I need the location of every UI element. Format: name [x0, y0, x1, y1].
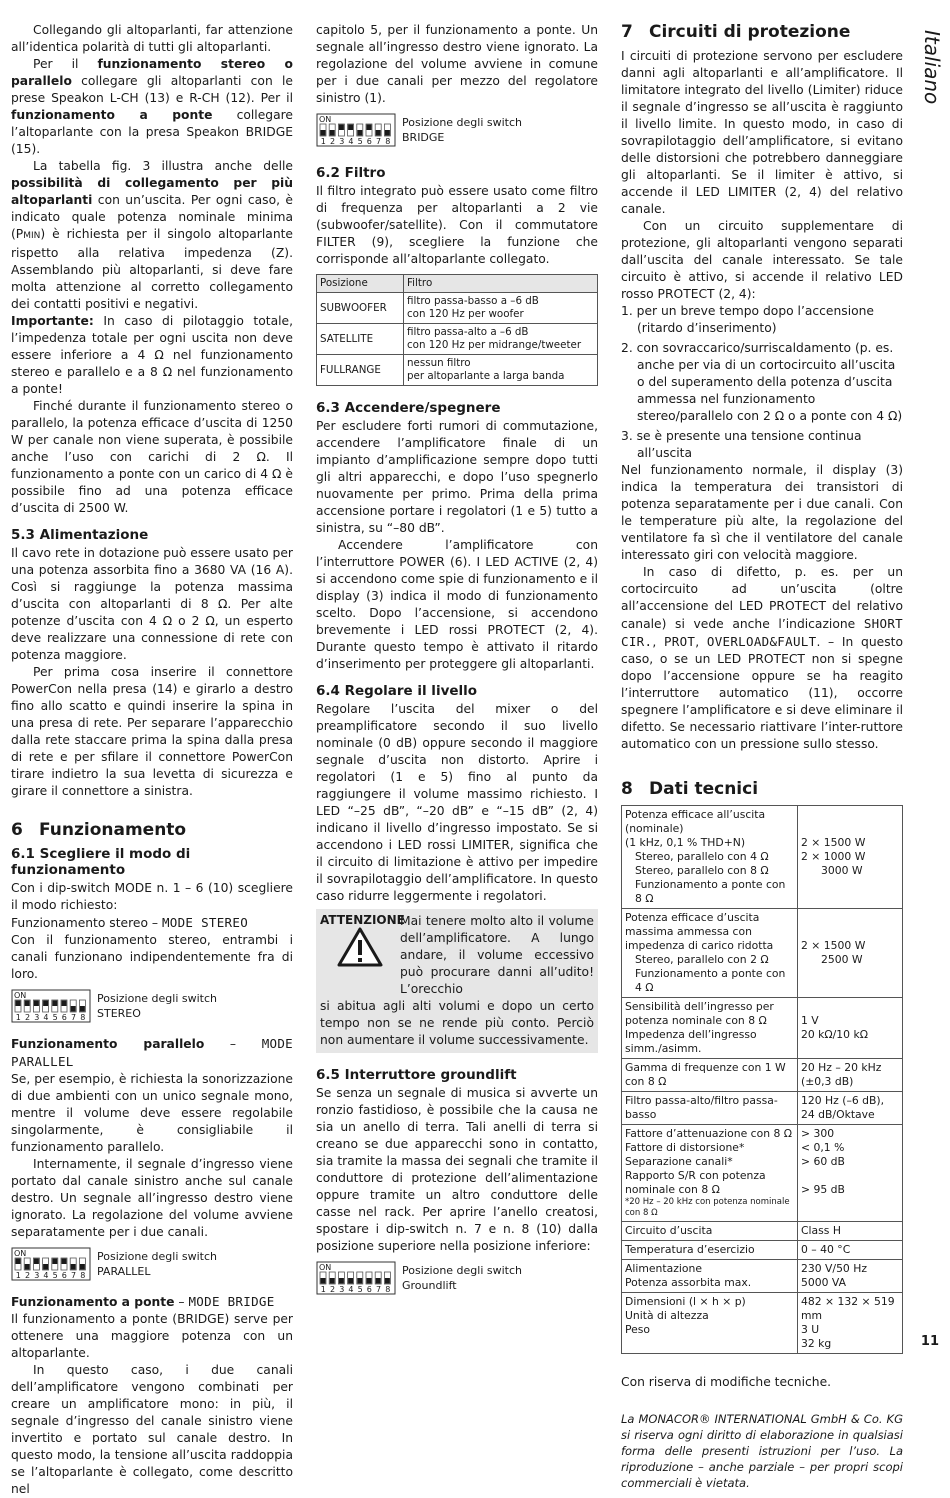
svg-text:8: 8 [385, 1285, 391, 1294]
paragraph: In questo caso, i due canali dell’amplificatore vengono combinati per creare un amplificatore mono: in più, il segnale d’ingresso del canale sinistro viene invertito e portato sul canale destro. In questo modo, la tensione all’uscita raddoppia se l’altoparlante è collegato, come descritto nel [11, 1363, 293, 1496]
svg-text:6: 6 [366, 137, 372, 146]
svg-text:6: 6 [61, 1013, 67, 1022]
dip-switch-icon [11, 989, 91, 1023]
svg-text:3: 3 [34, 1013, 40, 1022]
section-heading-6-2: 6.2 Filtro [316, 165, 386, 181]
svg-text:8: 8 [80, 1271, 86, 1280]
paragraph: Con il funzionamento stereo, entrambi i canali funzionano indipendentemente fra di loro. [11, 933, 293, 981]
warning-text-rest: si abitua agli alti volumi e dopo un certo tempo non se ne rende più conto. Perciò non aumentare il volume successivamente. [320, 999, 594, 1047]
list-item: 1. per un breve tempo dopo l’accensione (ritardo d’inserimento) [621, 304, 874, 335]
section-heading-5-3: 5.3 Alimentazione [11, 527, 149, 543]
svg-text:8: 8 [385, 137, 391, 146]
warning-triangle-icon [337, 927, 383, 967]
svg-text:1: 1 [15, 1013, 21, 1022]
section-heading-8: 8 Dati tecnici [621, 779, 759, 799]
svg-text:2: 2 [25, 1271, 31, 1280]
table-row: Potenza efficace d’uscita massima ammessa con impedenza di carico ridotta Stereo, parallelo con 2 Ω Funzionamento a ponte con 4 Ω 2 × 1500 W 2500 W [622, 909, 903, 998]
paragraph: Internamente, il segnale d’ingresso viene portato dal canale sinistro anche sul canale destro. Un segnale all’ingresso destro viene ignorato. La regolazione del volume avviene separatamente per i due canali. [11, 1157, 293, 1239]
paragraph: Nel funzionamento normale, il display (3) indica la temperatura dei transistori di potenza separatamente per i due canali. Con le temperature più alte, la regolazione del ventilatore fa sì che il ventilatore del canale interessato giri con velocità maggiore. [621, 463, 903, 562]
tech-data-table [621, 805, 903, 1354]
paragraph: Il cavo rete in dotazione può essere usato per una potenza assorbita fino a 3680 VA (16 A). Così si raggiunge la potenza massima d’uscita con altoparlanti di 8 Ω. Per alte potenze d’uscita con 4 Ω o 2 Ω, un esperto deve realizzare una connessione di rete con potenza maggiore. [11, 546, 293, 662]
dip-switch-stereo: ON 1 2 3 4 5 6 7 8 Posizione degli switch STEREO [11, 989, 293, 1023]
svg-text:4: 4 [348, 1285, 354, 1294]
svg-text:ON: ON [319, 1263, 332, 1272]
paragraph: Il funzionamento a ponte (BRIDGE) serve per ottenere una maggiore potenza con un altoparlante. [11, 1312, 293, 1360]
table-row: SATELLITE filtro passa-alto a –6 dB con 120 Hz per midrange/tweeter [317, 324, 598, 355]
paragraph: Regolare l’uscita del mixer o del preamplificatore secondo il suo livello nominale (0 dB) oppure secondo il maggiore segnale d’uscita non distorto. Aprire i regolatori (1 e 5) fino al punto da raggiungere il volume massimo richiesto. I LED “–25 dB”, “–20 dB” e “–15 dB” (2, 4) indicano il livello d’ingresso impostato. Se si accendono i LED rossi LIMITER, significa che il circuito di limitazione è attivo per impedire il sovrapilotaggio dell’amplificatore. In questo caso ridurre leggermente i regolatori. [316, 702, 598, 903]
dip-switch-icon [316, 1261, 396, 1295]
table-row: Sensibilità dell’ingresso per potenza nominale con 8 Ω Impedenza dell’ingresso simm./asimm. 1 V 20 kΩ/10 kΩ [622, 998, 903, 1059]
section-heading-6: 6 Funzionamento [11, 820, 187, 840]
table-row: Dimensioni (l × h × p) Unità di altezza Peso 482 × 132 × 519 mm 3 U 32 kg [622, 1293, 903, 1354]
table-row: FULLRANGE nessun filtro per altoparlante a larga banda [317, 355, 598, 386]
svg-text:2: 2 [330, 137, 336, 146]
svg-text:2: 2 [330, 1285, 336, 1294]
svg-text:1: 1 [15, 1271, 21, 1280]
svg-text:5: 5 [357, 137, 363, 146]
list-item: 2. con sovraccarico/surriscaldamento (p. es. anche per via di un cortocircuito all’uscita o del superamento della potenza d’uscita ammessa nel funzionamento stereo/parallelo con 2 Ω o a ponte con 4 Ω) [621, 341, 903, 423]
svg-text:ON: ON [319, 115, 332, 124]
section-heading-6-1: 6.1 Scegliere il modo di funzionamento [11, 846, 191, 878]
paragraph: Se senza un segnale di musica si avverte un ronzio fastidioso, è possibile che la causa ne sia un anello di terra. Tali anelli di terra si creano se due apparecchi sono in contatto, sia tramite la massa dei segnali che tramite il conduttore di protezione dell’alimentazione oppure tramite un altro conduttore delle casse nel rack. Per aprire l’anello creatosi, spostare i dip-switch n. 7 e n. 8 (10) dalla posizione superiore nella posizione inferiore: [316, 1086, 598, 1253]
svg-text:7: 7 [71, 1013, 77, 1022]
table-row: Circuito d’uscita Class H [622, 1222, 903, 1241]
table-row: Gamma di frequenze con 1 W con 8 Ω 20 Hz – 20 kHz (±0,3 dB) [622, 1059, 903, 1092]
table-row: Temperatura d’esercizio 0 – 40 °C [622, 1241, 903, 1260]
table-row: Filtro passa-alto/filtro passa-basso 120 Hz (–6 dB), 24 dB/Oktave [622, 1092, 903, 1125]
svg-text:8: 8 [80, 1013, 86, 1022]
svg-text:1: 1 [320, 137, 326, 146]
svg-text:5: 5 [52, 1271, 58, 1280]
svg-text:6: 6 [366, 1285, 372, 1294]
mode-bridge-line: Funzionamento a ponte – MODE BRIDGE [11, 1294, 275, 1309]
paragraph: Per prima cosa inserire il connettore PowerCon nella presa (14) e girarlo a destro fino allo scatto e quindi inserire la spina in una presa di rete. Per separare l’apparecchio dalla rete staccare prima la spina dalla presa di rete e per sfilare il connettore PowerCon tirare indietro la sua levetta di sicurezza e girare il connettore a sinistra. [11, 665, 293, 798]
dip-switch-icon [316, 113, 396, 147]
page-number: 11 [920, 1334, 939, 1349]
column-1 [11, 22, 293, 1498]
language-label: Italiano [920, 30, 944, 105]
paragraph: Per il funzionamento stereo o parallelo collegare gli altoparlanti con le prese Speakon L-CH (13) e R-CH (12). Per il funzionamento a ponte collegare l’altoparlante con la presa Speakon BRIDGE (15). [11, 57, 293, 156]
paragraph: Accendere l’amplificatore con l’interruttore POWER (6). I LED ACTIVE (2, 4) si accendono come spie di funzionamento e il display (3) indica il modo di funzionamento scelto. Dopo l’accensione, si accendono brevemente i LED rossi PROTECT (2, 4). Durante questo tempo è attivato il ritardo d’inserimento per proteggere gli altoparlanti. [316, 538, 598, 671]
column-2 [316, 22, 598, 1303]
svg-text:3: 3 [34, 1271, 40, 1280]
filter-table [316, 274, 598, 386]
svg-text:5: 5 [357, 1285, 363, 1294]
copyright-note: La MONACOR® INTERNATIONAL GmbH & Co. KG si riserva ogni diritto di elaborazione in qualsiasi forma delle presenti istruzioni per l’uso. La riproduzione – anche parziale – per propri scopi commerciali è vietata. [621, 1412, 903, 1490]
list-item: 3. se è presente una tensione continua all’uscita [621, 429, 862, 460]
paragraph: La tabella fig. 3 illustra anche delle possibilità di collegamento per più altoparlanti con un’uscita. Per ogni caso, è indicato quale potenza nominale minima (PMIN) è richiesta per il singolo altoparlante rispetto alla relativa impedenza (Z). Assemblando più altoparlanti, si deve fare molta attenzione al corretto collegamento dei contatti positivi e negativi. [11, 159, 293, 311]
table-row: SUBWOOFER filtro passa-basso a –6 dB con 120 Hz per woofer [317, 293, 598, 324]
svg-text:3: 3 [339, 137, 345, 146]
warning-label: ATTENZIONE [320, 913, 405, 927]
svg-text:7: 7 [376, 1285, 382, 1294]
technical-reserve-note: Con riserva di modifiche tecniche. [621, 1375, 832, 1389]
table-row: Fattore d’attenuazione con 8 Ω Fattore di distorsione* Separazione canali* Rapporto S/R con potenza nominale con 8 Ω *20 Hz – 20 kHz con potenza nominale con 8 Ω > 300 < 0,1 % > 60 dB > 95 dB [622, 1125, 903, 1222]
svg-text:7: 7 [376, 137, 382, 146]
table-row: Alimentazione Potenza assorbita max. 230 V/50 Hz 5000 VA [622, 1260, 903, 1293]
paragraph: Il filtro integrato può essere usato come filtro di frequenza per altoparlanti a 2 vie (subwoofer/satellite). Con il commutatore FILTER (9), scegliere la funzione che corrisponde all’altoparlante collegato. [316, 184, 598, 266]
section-heading-6-5: 6.5 Interruttore groundlift [316, 1067, 517, 1083]
mode-stereo-line: Funzionamento stereo – MODE STEREO [11, 915, 249, 930]
svg-text:5: 5 [52, 1013, 58, 1022]
svg-text:4: 4 [348, 137, 354, 146]
column-3 [621, 22, 903, 1491]
svg-text:2: 2 [25, 1013, 31, 1022]
paragraph: Con un circuito supplementare di protezione, gli altoparlanti vengono separati dall’uscita del canale interessato. Se tale circuito è attivo, si accende il relativo LED rosso PROTECT (2, 4): [621, 219, 903, 301]
protect-list [621, 303, 903, 462]
section-heading-6-3: 6.3 Accendere/spegnere [316, 400, 501, 416]
mode-parallel-line: Funzionamento parallelo – MODE PARALLEL [11, 1036, 293, 1069]
svg-text:6: 6 [61, 1271, 67, 1280]
paragraph: capitolo 5, per il funzionamento a ponte. Un segnale all’ingresso destro viene ignorato. La regolazione del volume avviene in comune per i due canali per mezzo del regolatore sinistro (1). [316, 23, 598, 105]
paragraph: In caso di difetto, p. es. per un cortocircuito ad un’uscita (oltre all’accensione del LED PROTECT del relativo canale) si vede anche l’indicazione SHORT CIR., PROT, OVERLOAD&FAULT. – In questo caso, o se un LED PROTECT non si spegne dopo l’accensione oppure se ha reagito l’interruttore automatico (11), occorre spegnere l’amplificatore e si deve eliminare il difetto. Se necessario riattivare l’inter-ruttore automatico con un pressione sullo stesso. [621, 565, 903, 751]
paragraph: I circuiti di protezione servono per escludere danni agli altoparlanti e all’amplificatore. Il limitatore integrato del livello (Limiter) riduce il segnale d’ingresso se all’uscita è raggiunto il livello limite. In questo modo, in caso di sovrapilotaggio dell’amplificatore, si evitano delle distorsioni che potrebbero danneggiare gli altoparlanti. Se il limiter è attivo, si accende il LED LIMITER (2, 4) del relativo canale. [621, 49, 903, 216]
warning-text: Mai tenere molto alto il volume dell’amplificatore. A lungo andare, il volume eccessivo può procurare danni all’udito! L’orecchio [400, 914, 594, 996]
dip-switch-icon [11, 1247, 91, 1281]
dip-switch-parallel: ON 1 2 3 4 5 6 7 8 Posizione degli switch PARALLEL [11, 1247, 293, 1281]
paragraph: Collegando gli altoparlanti, far attenzione all’identica polarità di tutti gli altoparlanti. [11, 23, 293, 54]
table-row: Potenza efficace all’uscita (nominale) (1 kHz, 0,1 % THD+N) Stereo, parallelo con 4 Ω Stereo, parallelo con 8 Ω Funzionamento a ponte con 8 Ω 2 × 1500 W 2 × 1000 W 3000 W [622, 806, 903, 909]
paragraph: Per escludere forti rumori di commutazione, accendere l’amplificatore finale di un impianto d’amplificazione sempre dopo tutti gli altri apparecchi, e dopo l’uso spegnerlo nuovamente per primo. Prima della prima accensione portare i regolatori (1 e 5) tutto a sinistra, su “–80 dB”. [316, 419, 598, 535]
section-heading-7: 7 Circuiti di protezione [621, 22, 851, 42]
table-header: Filtro [404, 275, 598, 293]
svg-text:7: 7 [71, 1271, 77, 1280]
paragraph-important: Importante: In caso di pilotaggio totale, l’impedenza totale per ogni uscita non deve essere inferiore a 4 Ω nel funzionamento stereo e parallelo e a 8 Ω nel funzionamento a ponte! [11, 314, 293, 396]
svg-text:4: 4 [43, 1013, 49, 1022]
paragraph: Finché durante il funzionamento stereo o parallelo, la potenza efficace d’uscita di 1250 W per canale non viene superata, è possibile anche l’uso con carichi di 2 Ω. Il funzionamento a ponte con un carico di 4 Ω è possibile fino ad una potenza efficace d’uscita di 2500 W. [11, 399, 293, 515]
svg-text:1: 1 [320, 1285, 326, 1294]
dip-switch-bridge: ON 1 2 3 4 5 6 7 8 Posizione degli switch BRIDGE [316, 113, 598, 147]
svg-text:4: 4 [43, 1271, 49, 1280]
paragraph: Con i dip-switch MODE n. 1 – 6 (10) scegliere il modo richiesto: [11, 881, 293, 912]
svg-text:ON: ON [14, 991, 27, 1000]
paragraph: Se, per esempio, è richiesta la sonorizzazione di due ambienti con un unico segnale mono, mentre il volume deve essere regolabile singolarmente, è consigliabile il funzionamento parallelo. [11, 1072, 293, 1154]
table-header: Posizione [317, 275, 404, 293]
svg-text:3: 3 [339, 1285, 345, 1294]
section-heading-6-4: 6.4 Regolare il livello [316, 683, 478, 699]
dip-switch-groundlift: ON 1 2 3 4 5 6 7 8 Posizione degli switch Groundlift [316, 1261, 598, 1295]
warning-box [316, 909, 598, 1053]
svg-text:ON: ON [14, 1249, 27, 1258]
